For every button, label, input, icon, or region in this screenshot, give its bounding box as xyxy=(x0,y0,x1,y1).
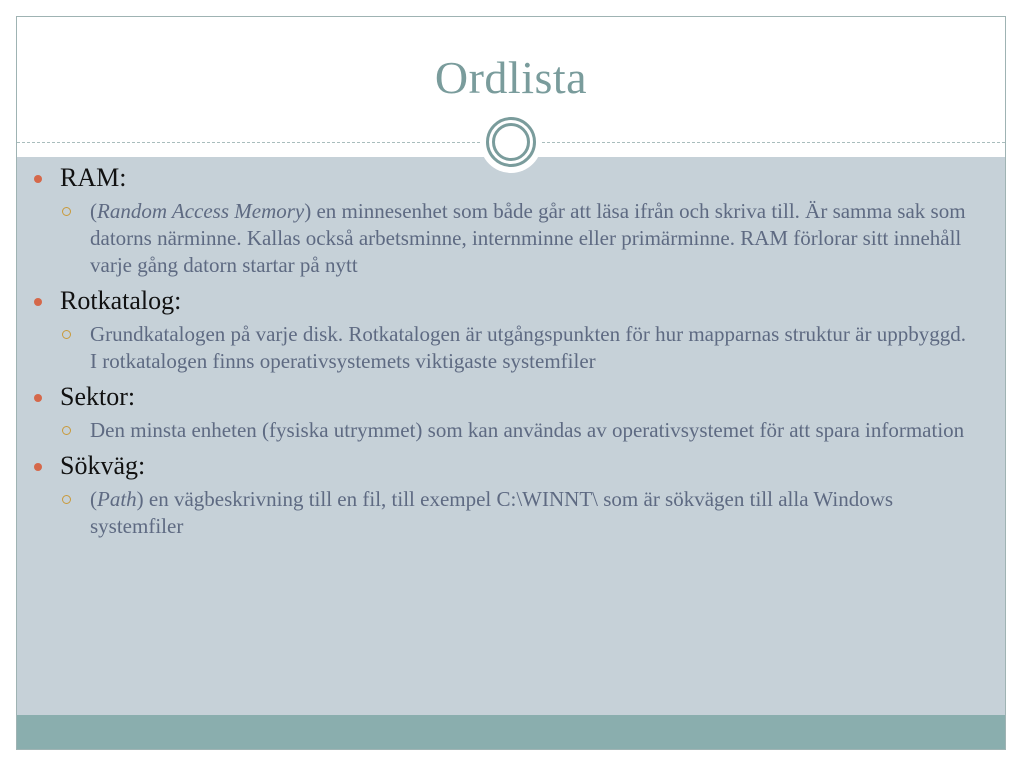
bullet-icon xyxy=(34,298,42,306)
glossary-term xyxy=(30,450,970,482)
glossary-definition xyxy=(60,417,970,444)
circle-ornament-inner-ring xyxy=(492,123,530,161)
term-label: RAM: xyxy=(60,163,127,192)
definition-prefix: ( xyxy=(90,199,97,223)
definition-emphasis: Path xyxy=(97,487,137,511)
glossary-term xyxy=(30,162,970,194)
glossary-item-ram xyxy=(30,162,970,279)
definition-prefix: ( xyxy=(90,487,97,511)
definition-emphasis: Random Access Memory xyxy=(97,199,305,223)
glossary-term xyxy=(30,381,970,413)
slide-footer-bar xyxy=(17,715,1005,749)
glossary-definition xyxy=(60,321,970,375)
glossary-item-sokvag xyxy=(30,450,970,540)
glossary-definition xyxy=(60,198,970,279)
definition-text: Grundkatalogen på varje disk. Rotkatalogen är utgångspunkten för hur mapparnas struktur är uppbyggd. I rotkatalogen finns operativsystemets viktigaste systemfiler xyxy=(90,322,966,373)
bullet-icon xyxy=(34,463,42,471)
glossary-definition xyxy=(60,486,970,540)
sub-bullet-icon xyxy=(62,426,71,435)
sub-bullet-icon xyxy=(62,330,71,339)
sub-bullet-icon xyxy=(62,495,71,504)
term-label: Sökväg: xyxy=(60,451,146,480)
definition-text: ) en minnesenhet som både går att läsa ifrån och skriva till. Är samma sak som datorns närminne. Kallas också arbetsminne, internminne eller primärminne. RAM förlorar sitt innehåll varje gång datorn startar på nytt xyxy=(90,199,966,277)
circle-ornament-outer-ring xyxy=(486,117,536,167)
sub-bullet-icon xyxy=(62,207,71,216)
bullet-icon xyxy=(34,175,42,183)
glossary-list xyxy=(30,162,970,546)
term-label: Sektor: xyxy=(60,382,136,411)
bullet-icon xyxy=(34,394,42,402)
glossary-item-rotkatalog xyxy=(30,285,970,375)
slide-title: Ordlista xyxy=(434,52,588,103)
glossary-item-sektor xyxy=(30,381,970,444)
glossary-term xyxy=(30,285,970,317)
definition-text: ) en vägbeskrivning till en fil, till exempel C:\WINNT\ som är sökvägen till alla Windows systemfiler xyxy=(90,487,894,538)
definition-text: Den minsta enheten (fysiska utrymmet) som kan användas av operativsystemet för att spara information xyxy=(90,418,965,442)
term-label: Rotkatalog: xyxy=(60,286,182,315)
